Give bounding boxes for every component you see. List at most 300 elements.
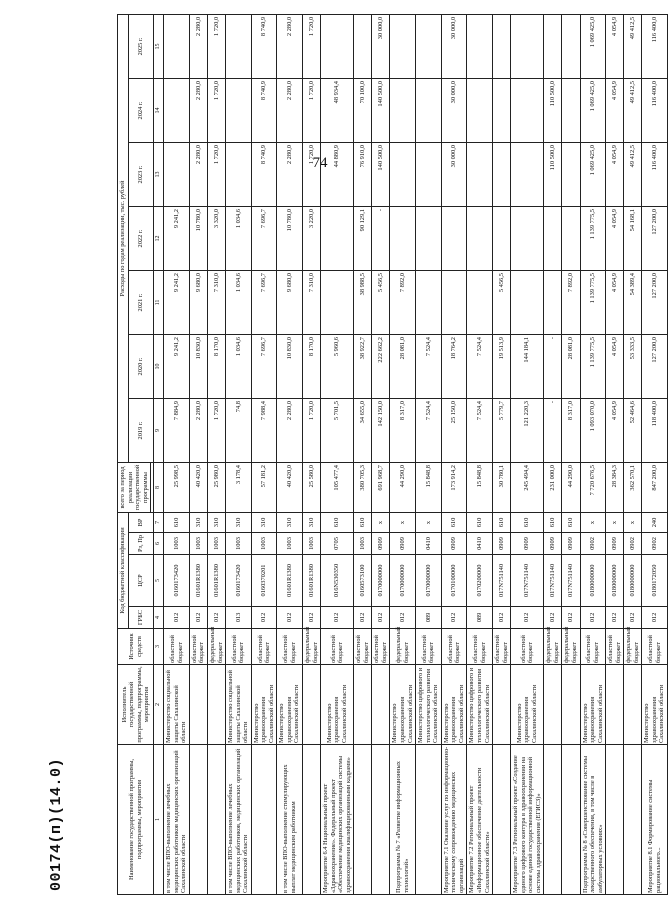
grbs-cell: 012 [390,606,416,628]
rzpr-cell: 0902 [580,532,606,554]
program-name-cell: Мероприятие 7.2 Региональный проект «Информационное обеспечение деятельности Сахалинской области» [467,744,493,894]
csr-cell: 0170000000 [372,554,390,606]
source-cell: федеральный бюджет [562,628,580,664]
year-value-cell: 7 696,7 [251,334,277,398]
program-name-cell [544,744,562,894]
csr-cell: 0180172050 [642,554,668,606]
year-value-cell: 127 200,0 [642,270,668,334]
vr-cell: 310 [208,512,226,532]
year-value-cell: 8 317,0 [562,398,580,462]
source-cell: областной бюджет [251,628,277,664]
executor-cell [544,664,562,744]
year-value-cell [416,142,442,206]
grbs-cell: 089 [467,606,493,628]
total-cell: 380 705,3 [354,462,372,512]
year-value-cell [493,206,511,270]
total-cell: 25 980,0 [208,462,226,512]
year-value-cell: 7 524,4 [416,334,442,398]
vr-cell: 610 [441,512,467,532]
year-value-cell: 70 100,0 [354,78,372,142]
program-name-cell [624,744,642,894]
program-name-cell: Мероприятие 8.1 Формирование системы рационального... [642,744,668,894]
executor-cell: Министерство здравоохранения Сахалинской области [580,664,606,744]
year-value-cell: 9 241,2 [164,334,190,398]
year-value-cell: 2 280,0 [277,14,303,78]
executor-cell [354,664,372,744]
vr-cell: 610 [544,512,562,532]
rzpr-cell: 1003 [164,532,190,554]
table-row [511,14,544,894]
year-value-cell: 4 054,9 [606,270,624,334]
year-value-cell [511,14,544,78]
year-value-cell: 7 696,7 [251,270,277,334]
csr-cell: 0160370201 [251,554,277,606]
executor-cell [606,664,624,744]
grbs-cell: 012 [642,606,668,628]
program-name-cell: Мероприятие 7.3 Региональный проект «Создание единого цифрового контура в здравоохранении на основе единой государственной информационной системы здравоохранения (ЕГИСЗ)» [511,744,544,894]
year-value-cell [416,14,442,78]
year-value-cell: 7 884,9 [164,398,190,462]
source-cell: областной бюджет [226,628,252,664]
csr-cell: 0170200000 [467,554,493,606]
year-value-cell [321,206,354,270]
year-value-cell: 142 150,0 [372,398,390,462]
csr-cell: 017N751140 [511,554,544,606]
executor-cell [562,664,580,744]
source-cell: федеральный бюджет [390,628,416,664]
year-value-cell [467,270,493,334]
total-cell: 44 290,0 [562,462,580,512]
year-value-cell: 49 412,5 [624,142,642,206]
year-value-cell: 110 500,0 [544,78,562,142]
program-name-cell [208,744,226,894]
vr-cell: x [372,512,390,532]
year-value-cell: 54 168,1 [624,206,642,270]
rzpr-cell: 1003 [208,532,226,554]
rzpr-cell: 0902 [624,532,642,554]
table-row [642,14,668,894]
year-value-cell: 10 830,0 [189,334,207,398]
year-value-cell: 1 720,0 [208,78,226,142]
year-value-cell: 140 500,0 [372,78,390,142]
total-cell: 57 181,2 [251,462,277,512]
year-value-cell [511,270,544,334]
year-value-cell: - [544,398,562,462]
table-row [372,14,390,894]
total-cell: 40 420,0 [189,462,207,512]
column-index-cell: 10 [154,334,164,398]
year-value-cell [226,14,252,78]
year-value-cell [321,270,354,334]
source-cell: областной бюджет [164,628,190,664]
executor-cell: Министерство социальной защиты Сахалинской области [164,664,190,744]
csr-cell: 01601R1380 [208,554,226,606]
table-header [118,14,164,894]
rzpr-cell: 0909 [372,532,390,554]
year-value-cell: 30 000,0 [372,14,390,78]
year-value-cell: 30 000,0 [441,78,467,142]
table-row [303,14,321,894]
executor-cell: Министерство здравоохранения Сахалинской области [277,664,303,744]
year-value-cell: 44 880,9 [321,142,354,206]
grbs-cell: 012 [321,606,354,628]
year-value-cell: 9 241,2 [164,270,190,334]
year-value-cell: 28 081,0 [562,334,580,398]
source-cell: областной бюджет [642,628,668,664]
year-value-cell: 38 988,5 [354,270,372,334]
source-cell: областной бюджет [189,628,207,664]
year-value-cell: 1 069 425,0 [580,14,606,78]
budget-code-header: Код бюджетной классификации [118,512,129,628]
year-value-cell [390,14,416,78]
year-value-cell: 10 830,0 [277,334,303,398]
csr-cell: 0170000000 [416,554,442,606]
program-name-cell [493,744,511,894]
table-row [390,14,416,894]
year-value-cell: - [372,206,390,270]
year-value-cell [354,14,372,78]
year-value-cell: 1 034,6 [226,270,252,334]
table-row [164,14,190,894]
year-header: 2023 г. [128,142,154,206]
year-value-cell: 10 780,0 [189,206,207,270]
year-value-cell: 116 400,0 [642,78,668,142]
program-name-cell: Подпрограмма № 8 «Совершенствование системы лекарственного обеспечения, в том числе в амбулаторных условиях» [580,744,606,894]
year-value-cell: 7 524,4 [467,398,493,462]
year-value-cell: 1 720,0 [208,14,226,78]
grbs-cell: 012 [303,606,321,628]
rzpr-cell: 0902 [642,532,668,554]
year-value-cell [390,78,416,142]
year-value-cell: 7 892,0 [562,270,580,334]
year-value-cell [467,78,493,142]
column-index-cell: 9 [154,398,164,462]
executor-cell [624,664,642,744]
rotated-table-page [40,3,666,903]
grbs-cell: 012 [189,606,207,628]
rzpr-cell: 0909 [562,532,580,554]
source-cell: федеральный бюджет [624,628,642,664]
column-index-cell: 8 [154,462,164,512]
table-row [493,14,511,894]
column-index-cell: 7 [154,512,164,532]
rzpr-cell: 1003 [226,532,252,554]
year-value-cell: 19 513,9 [493,334,511,398]
executor-cell: Министерство здравоохранения Сахалинской области [390,664,416,744]
source-cell: федеральный бюджет [208,628,226,664]
grbs-header: ГРБС [128,606,154,628]
source-cell: областной бюджет [493,628,511,664]
source-cell: областной бюджет [372,628,390,664]
total-cell: 362 570,1 [624,462,642,512]
year-value-cell [226,78,252,142]
year-value-cell: 28 081,0 [390,334,416,398]
total-cell: 40 420,0 [277,462,303,512]
year-value-cell [562,206,580,270]
column-index-cell: 5 [154,554,164,606]
year-value-cell: 48 934,4 [321,78,354,142]
year-value-cell: 90 129,1 [354,206,372,270]
rzpr-cell: 0705 [321,532,354,554]
rzpr-cell: 0909 [493,532,511,554]
grbs-cell: 013 [226,606,252,628]
total-cell: 231 000,0 [544,462,562,512]
vr-cell: x [624,512,642,532]
year-value-cell: 127 200,0 [642,206,668,270]
year-value-cell: - [544,334,562,398]
program-name-cell: Мероприятие 6.4 Национальный проект «Здравоохранение». Федеральный проект «Обеспечение медицинских организаций системы здравоохранения квалифицированными кадрами» [321,744,354,894]
year-value-cell: 1 034,6 [226,206,252,270]
program-name-cell [354,744,372,894]
table-row [580,14,606,894]
year-value-cell: 2 280,0 [189,78,207,142]
column-index-cell: 3 [154,628,164,664]
year-value-cell: 53 333,5 [624,334,642,398]
executor-cell: Министерство здравоохранения Сахалинской области [251,664,277,744]
program-name-cell [562,744,580,894]
table-row [226,14,252,894]
year-value-cell [226,142,252,206]
source-cell: областной бюджет [416,628,442,664]
grbs-cell: 012 [441,606,467,628]
source-cell: областной бюджет [580,628,606,664]
year-value-cell: 1 720,0 [208,398,226,462]
column-index-row [154,14,164,894]
program-name-cell [189,744,207,894]
year-value-cell: 7 524,4 [467,334,493,398]
year-value-cell: 7 696,7 [251,206,277,270]
csr-cell: 0160173420 [226,554,252,606]
year-header: 2020 г. [128,334,154,398]
vr-cell: 610 [164,512,190,532]
vr-cell: 610 [511,512,544,532]
year-value-cell: 2 280,0 [189,142,207,206]
year-value-cell: 9 241,2 [164,206,190,270]
source-cell: областной бюджет [511,628,544,664]
year-value-cell [544,206,562,270]
executor-cell: Министерство социальной защиты Сахалинской области [226,664,252,744]
column-index-cell: 6 [154,532,164,554]
rzpr-cell: 1003 [303,532,321,554]
year-value-cell: 76 910,0 [354,142,372,206]
year-value-cell: 49 412,5 [624,14,642,78]
year-value-cell: 8 170,0 [303,334,321,398]
vr-cell: 310 [251,512,277,532]
year-value-cell: 10 780,0 [277,206,303,270]
year-value-cell [544,270,562,334]
year-value-cell: 5 701,5 [321,398,354,462]
executor-cell [372,664,390,744]
rzpr-cell: 0909 [390,532,416,554]
rzpr-cell: 1003 [251,532,277,554]
year-value-cell: 34 655,0 [354,398,372,462]
table-row [277,14,303,894]
grbs-cell: 089 [416,606,442,628]
column-index-cell: 15 [154,14,164,78]
program-name-cell: Подпрограмма № 7 «Развитие информационных технологий» [390,744,416,894]
csr-cell: 01601R1380 [277,554,303,606]
year-header: 2024 г. [128,78,154,142]
grbs-cell: 012 [251,606,277,628]
executor-cell: Министерство цифрового и технологического развития Сахалинской области [416,664,442,744]
year-value-cell: 4 054,9 [606,142,624,206]
executor-cell: Министерство здравоохранения Сахалинской области [441,664,467,744]
year-value-cell: 2 280,0 [277,78,303,142]
total-cell: 691 968,7 [372,462,390,512]
column-index-cell: 12 [154,206,164,270]
year-value-cell [511,142,544,206]
year-value-cell [511,206,544,270]
year-value-cell [416,78,442,142]
csr-cell: 01601R1380 [189,554,207,606]
year-value-cell: 8 317,0 [390,398,416,462]
column-index-cell: 4 [154,606,164,628]
year-value-cell: 1 139 775,5 [580,270,606,334]
year-value-cell: 144 184,1 [511,334,544,398]
year-value-cell [467,14,493,78]
source-cell: областной бюджет [321,628,354,664]
grbs-cell: 012 [164,606,190,628]
total-cell: 173 914,2 [441,462,467,512]
vr-cell: 610 [354,512,372,532]
year-value-cell [441,206,467,270]
executor-cell: Министерство здравоохранения Сахалинской области [511,664,544,744]
vr-cell: 310 [277,512,303,532]
year-value-cell: 1 139 775,5 [580,334,606,398]
year-value-cell: 1 139 775,5 [580,206,606,270]
total-cell: 7 720 676,5 [580,462,606,512]
csr-header: ЦСР [128,554,154,606]
vr-cell: 610 [321,512,354,532]
csr-cell: 0160173420 [164,554,190,606]
rzpr-header: Рз, Пр [128,532,154,554]
grbs-cell: 012 [580,606,606,628]
rzpr-cell: 1003 [277,532,303,554]
executor-cell: Министерство здравоохранения Сахалинской области [321,664,354,744]
table-row [189,14,207,894]
rzpr-cell: 0909 [544,532,562,554]
source-cell: областной бюджет [441,628,467,664]
table-row [321,14,354,894]
vr-cell: x [580,512,606,532]
grbs-cell: 012 [562,606,580,628]
column-index-cell: 2 [154,664,164,744]
column-index-cell: 11 [154,270,164,334]
source-cell: областной бюджет [354,628,372,664]
program-name-cell: в том числе ВПО-выполнение лечебных медицинских работников, медицинских организаций Сахалинской области [226,744,252,894]
year-value-cell: 5 456,5 [493,270,511,334]
executor-cell [208,664,226,744]
year-value-cell: 1 720,0 [303,398,321,462]
year-value-cell: 1 034,6 [226,334,252,398]
table-row [562,14,580,894]
year-value-cell [321,14,354,78]
column-index-cell: 14 [154,78,164,142]
year-header: 2019 г. [128,398,154,462]
budget-table [117,13,668,894]
year-value-cell: 7 310,0 [303,270,321,334]
year-value-cell: 7 892,0 [390,270,416,334]
year-value-cell [416,270,442,334]
grbs-cell: 012 [354,606,372,628]
total-cell: 15 848,8 [416,462,442,512]
year-value-cell [562,14,580,78]
page-number: 74 [312,155,328,171]
year-value-cell: 7 988,4 [251,398,277,462]
executor-cell [303,664,321,744]
table-row [624,14,642,894]
year-value-cell: 3 320,0 [208,206,226,270]
grbs-cell: 012 [208,606,226,628]
rzpr-cell: 1003 [189,532,207,554]
rzpr-cell: 0410 [467,532,493,554]
col-exec-header: Исполнитель государственной программы, подпрограммы, мероприятия [118,664,154,744]
vr-cell: 610 [562,512,580,532]
year-value-cell: 8 740,9 [251,78,277,142]
year-value-cell [390,142,416,206]
year-value-cell: 2 280,0 [277,398,303,462]
table-row [416,14,442,894]
year-value-cell: 2 280,0 [277,142,303,206]
year-value-cell: 8 740,9 [251,14,277,78]
program-name-cell [606,744,624,894]
volume-header: Расходы по годам реализации, тыс. рублей [118,14,129,462]
source-cell: федеральный бюджет [303,628,321,664]
rzpr-cell: 0410 [416,532,442,554]
year-value-cell: 7 524,4 [416,398,442,462]
year-value-cell: 2 280,0 [189,14,207,78]
column-index-cell: 1 [154,744,164,894]
year-value-cell: 30 000,0 [441,14,467,78]
csr-cell: 0170000000 [390,554,416,606]
rzpr-cell: 1003 [354,532,372,554]
csr-cell: 0180000000 [624,554,642,606]
vr-cell: 610 [493,512,511,532]
csr-cell: 017N751140 [544,554,562,606]
year-value-cell: 4 054,9 [606,78,624,142]
program-name-cell: в том числе ВПО-выполнение стимулирующих выплат медицинским работникам [277,744,303,894]
year-value-cell: 121 220,3 [511,398,544,462]
csr-cell: 016N530350 [321,554,354,606]
year-value-cell: 222 662,2 [372,334,390,398]
year-value-cell: 7 310,0 [208,270,226,334]
csr-cell: 017N751140 [493,554,511,606]
executor-cell [189,664,207,744]
total-cell: 44 290,0 [390,462,416,512]
year-value-cell: 74,8 [226,398,252,462]
year-value-cell: 116 400,0 [642,14,668,78]
csr-cell: 0180000000 [580,554,606,606]
total-cell: 25 580,0 [303,462,321,512]
program-name-cell [251,744,277,894]
table-row [606,14,624,894]
total-cell: 3 178,4 [226,462,252,512]
year-value-cell: 140 500,0 [372,142,390,206]
year-value-cell: 1 093 070,0 [580,398,606,462]
year-value-cell: 5 456,5 [372,270,390,334]
grbs-cell: 012 [372,606,390,628]
year-value-cell: 110 500,0 [544,142,562,206]
source-cell: областной бюджет [606,628,624,664]
year-value-cell [544,14,562,78]
rzpr-cell: 0909 [606,532,624,554]
year-value-cell: 1 720,0 [303,78,321,142]
year-value-cell [493,78,511,142]
year-value-cell: 3 220,0 [303,206,321,270]
year-value-cell: 54 389,4 [624,270,642,334]
year-value-cell [467,142,493,206]
year-value-cell: 5 779,7 [493,398,511,462]
